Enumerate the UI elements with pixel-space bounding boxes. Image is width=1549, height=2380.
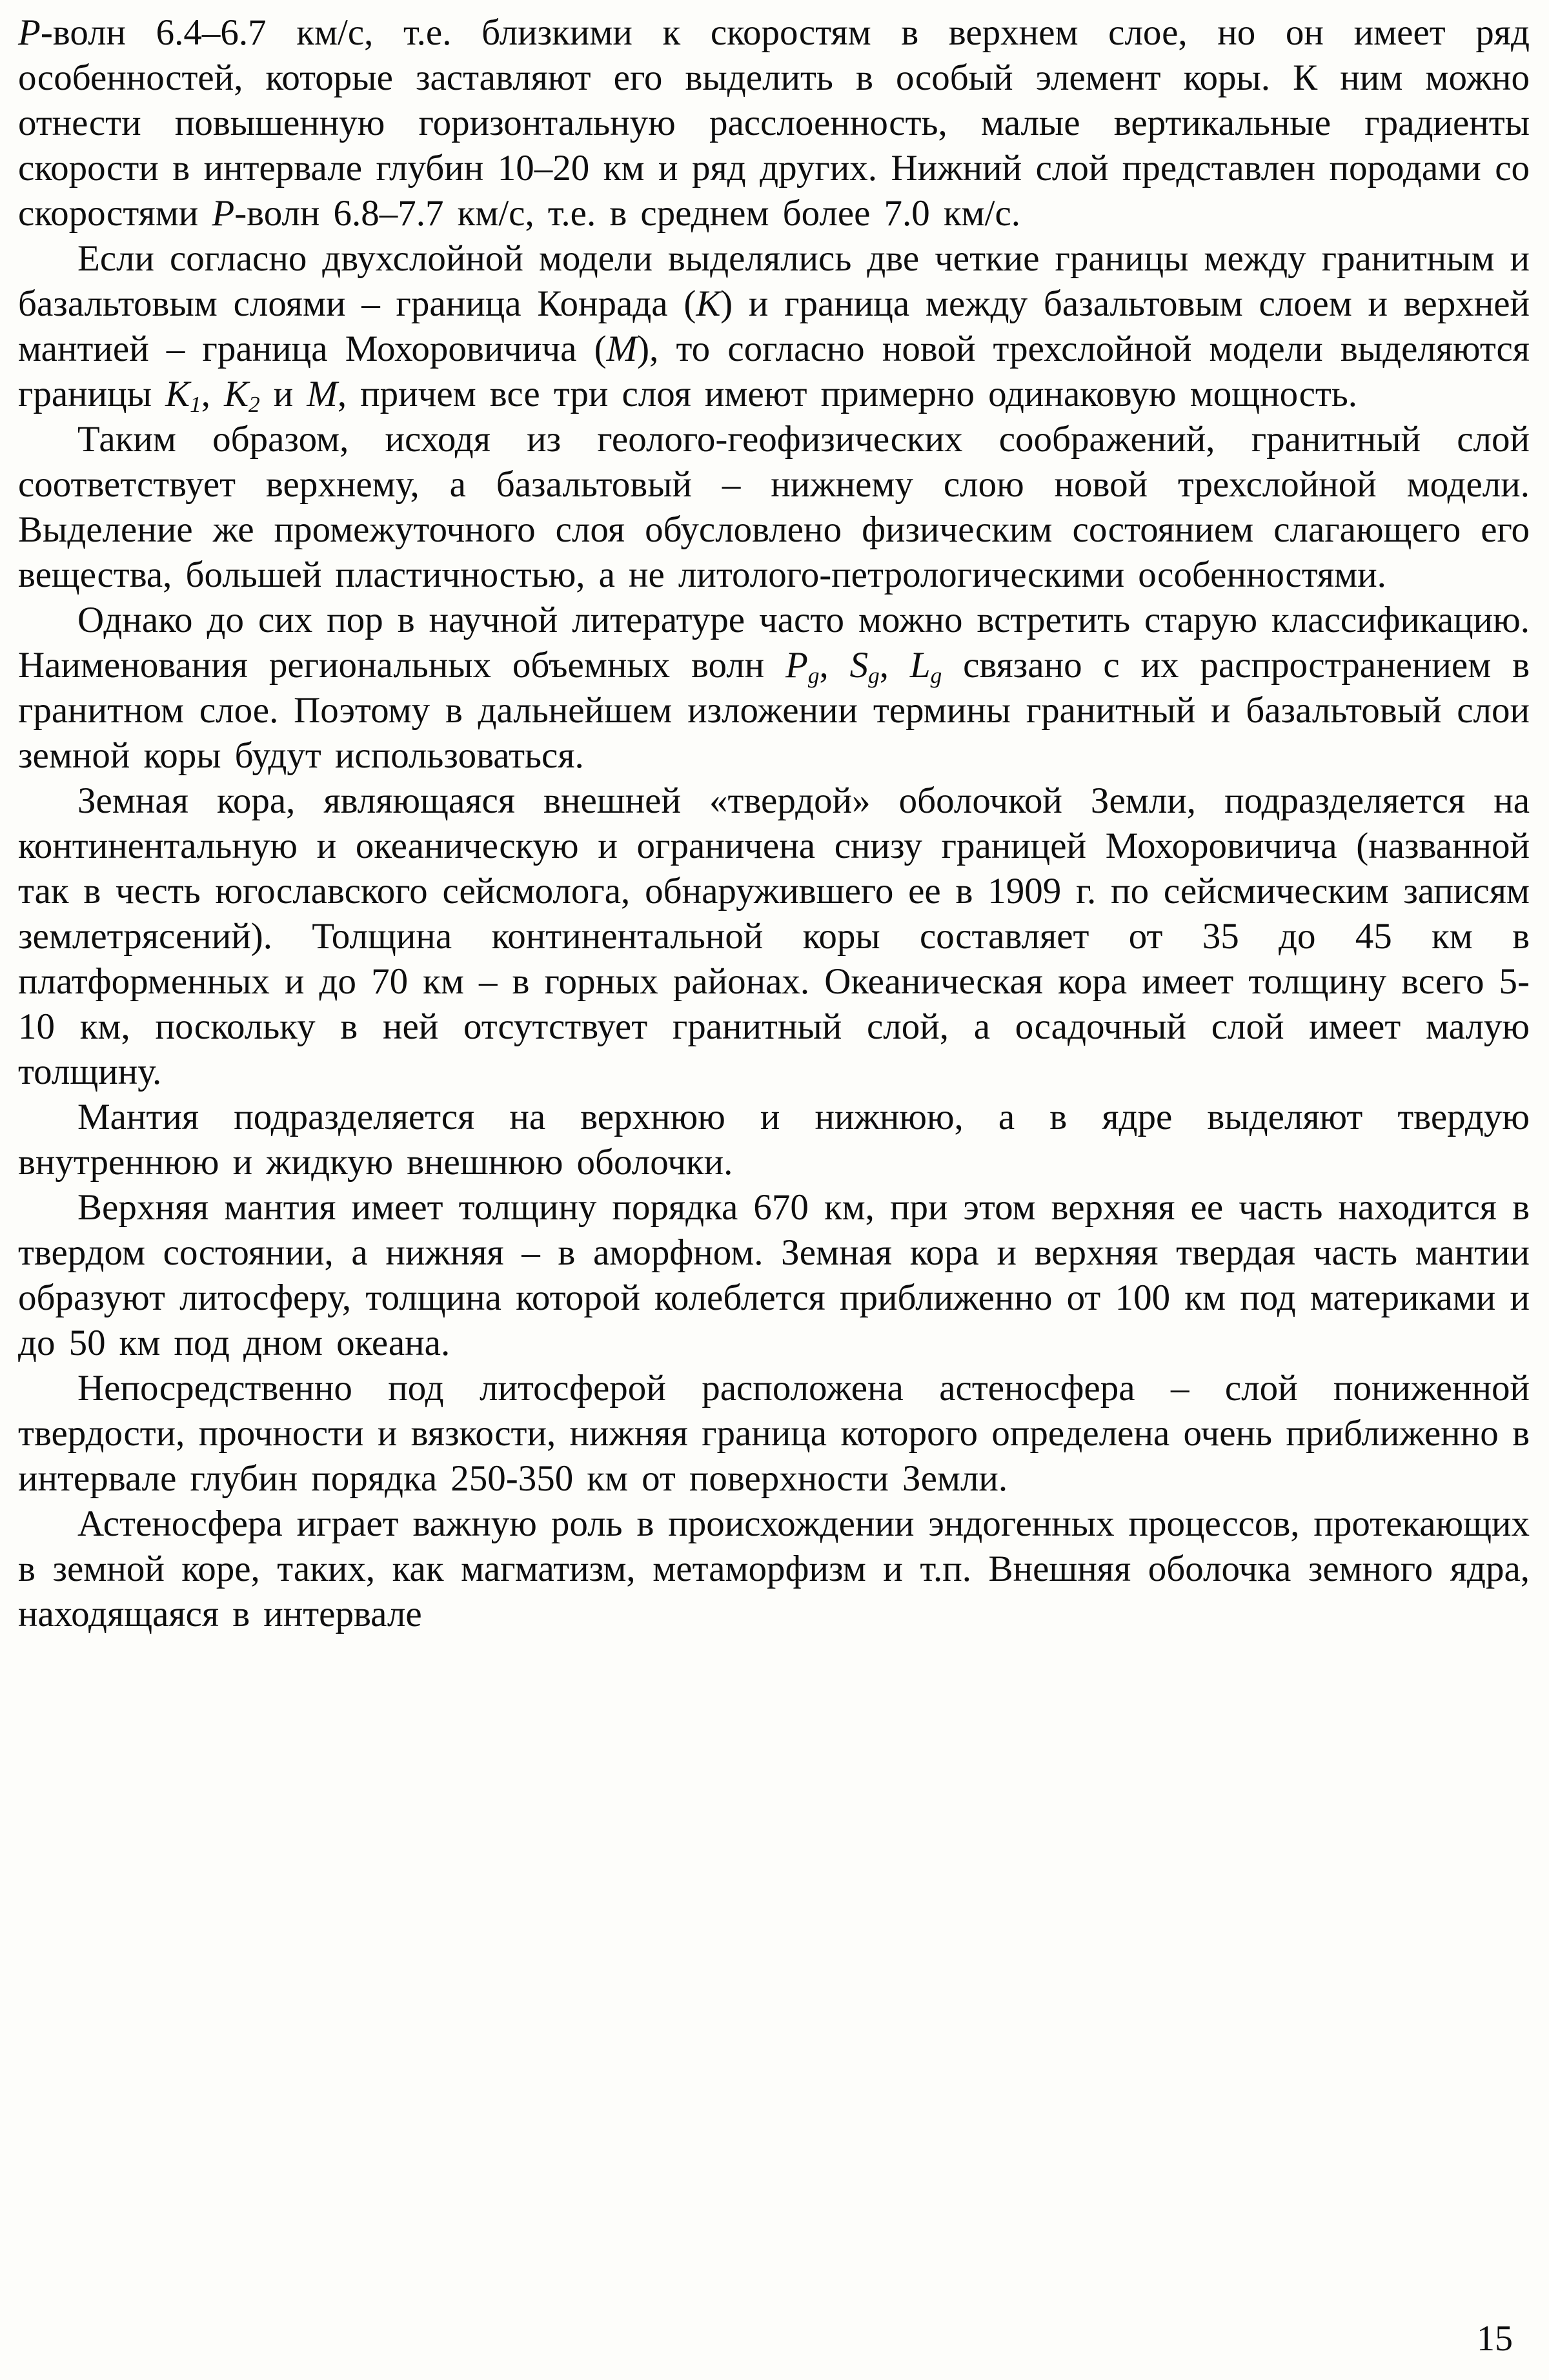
- page-number: 15: [1477, 2319, 1513, 2359]
- paragraph: Если согласно двухслойной модели выделялись две четкие границы между гранитным и базальтовым слоями – граница Конрада (К) и граница между базальтовым слоем и верхней мантией – граница Мохоровичича (М), то согласно новой трехслойной модели выделяются границы $K_1$, $К_2$ и М, причем все три слоя имеют примерно одинаковую мощность.: [18, 238, 1530, 417]
- paragraph: Однако до сих пор в научной литературе часто можно встретить старую классификацию. Наименования региональных объемных волн $P_g$, $S_g$, $L_g$ связано с их распространением в гранитном слое. Поэтому в дальнейшем изложении термины гранитный и базальтовый слои земной коры будут использоваться.: [18, 600, 1530, 776]
- paragraph: Земная кора, являющаяся внешней «твердой» оболочкой Земли, подразделяется на континентальную и океаническую и ограничена снизу границей Мохоровичича (названной так в честь югославского сейсмолога, обнаружившего ее в 1909 г. по сейсмическим записям землетрясений). Толщина континентальной коры составляет от 35 до 45 км в платформенных и до 70 км – в горных районах. Океаническая кора имеет толщину всего 5-10 км, поскольку в ней отсутствует гранитный слой, а осадочный слой имеет малую толщину.: [18, 780, 1530, 1092]
- paragraph: P-волн 6.4–6.7 км/с, т.е. близкими к скоростям в верхнем слое, но он имеет ряд особенностей, которые заставляют его выделить в особый элемент коры. К ним можно отнести повышенную горизонтальную расслоенность, малые вертикальные градиенты скорости в интервале глубин 10–20 км и ряд других. Нижний слой представлен породами со скоростями P-волн 6.8–7.7 км/с, т.е. в среднем более 7.0 км/с.: [18, 12, 1530, 234]
- paragraph: Верхняя мантия имеет толщину порядка 670 км, при этом верхняя ее часть находится в твердом состоянии, а нижняя – в аморфном. Земная кора и верхняя твердая часть мантии образуют литосферу, толщина которой колеблется приближенно от 100 км под материками и до 50 км под дном океана.: [18, 1187, 1530, 1363]
- paragraph: Непосредственно под литосферой расположена астеносфера – слой пониженной твердости, прочности и вязкости, нижняя граница которого определена очень приближенно в интервале глубин порядка 250-350 км от поверхности Земли.: [18, 1368, 1530, 1499]
- paragraph: Таким образом, исходя из геолого-геофизических соображений, гранитный слой соответствует верхнему, а базальтовый – нижнему слою новой трехслойной модели. Выделение же промежуточного слоя обусловлено физическим состоянием слагающего его вещества, большей пластичностью, а не литолого-петрологическими особенностями.: [18, 419, 1530, 595]
- text-block: [18, 10, 1530, 1637]
- paragraph: Мантия подразделяется на верхнюю и нижнюю, а в ядре выделяют твердую внутреннюю и жидкую внешнюю оболочки.: [18, 1097, 1530, 1183]
- paragraph: Астеносфера играет важную роль в происхождении эндогенных процессов, протекающих в земной коре, таких, как магматизм, метаморфизм и т.п. Внешняя оболочка земного ядра, находящаяся в интервале: [18, 1503, 1530, 1634]
